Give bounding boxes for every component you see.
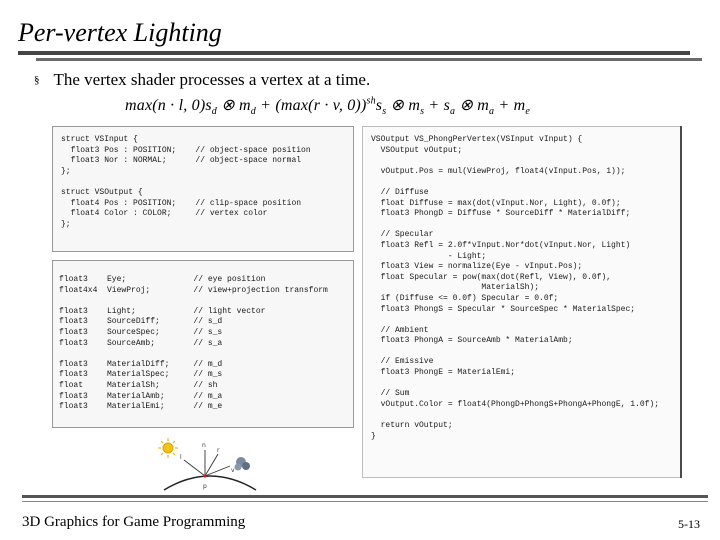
reflection-vector xyxy=(205,454,218,476)
code-line: // Sum xyxy=(371,389,410,399)
code-line: MaterialSh); xyxy=(371,283,540,293)
code-line: float4 Color : COLOR; // vertex color xyxy=(61,209,268,219)
code-line: VSOutput VS_PhongPerVertex(VSInput vInput) { xyxy=(371,135,583,144)
code-line xyxy=(371,156,681,167)
code-line: return vOutput; xyxy=(371,421,453,431)
formula-sh: sh xyxy=(366,95,376,107)
title-underline xyxy=(18,51,690,55)
code-line: float3 PhongS = Specular * SourceSpec * MaterialSpec; xyxy=(371,304,636,314)
code-line: float3 Refl = 2.0f*vInput.Nor*dot(vInput.Nor, Light) xyxy=(371,240,631,250)
sun-icon xyxy=(158,438,178,458)
label-p: p xyxy=(203,483,207,490)
code-block-structs xyxy=(52,126,354,252)
code-line: VSOutput vOutput; xyxy=(371,145,463,155)
code-line: float3 PhongE = MaterialEmi; xyxy=(371,368,516,378)
code-line xyxy=(59,349,353,360)
code-line: float3 MaterialAmb; // m_a xyxy=(59,391,223,401)
code-line: float3 View = normalize(Eye - vInput.Pos); xyxy=(371,262,583,272)
code-line xyxy=(371,315,681,326)
formula-m-d: $m_d$ xyxy=(239,97,256,118)
code-line: vOutput.Color = float4(PhongD+PhongS+PhongA+PhongE, 1.0f); xyxy=(371,399,660,409)
formula-s-d: $s_d$ xyxy=(205,97,217,118)
code-line: float MaterialSh; // sh xyxy=(59,380,218,390)
formula-specular-term: + (max(r · v, 0)) xyxy=(255,97,367,114)
code-line: float3 PhongD = Diffuse * SourceDiff * MaterialDiff; xyxy=(371,209,631,219)
phong-formula xyxy=(125,95,530,117)
code-line: // Emissive xyxy=(371,357,434,367)
code-line: float3 Pos : POSITION; // object-space position xyxy=(61,145,311,155)
code-block-shader-border xyxy=(680,126,682,478)
view-vector xyxy=(205,466,230,476)
code-line: float3 Eye; // eye position xyxy=(59,275,266,284)
code-line: // Specular xyxy=(371,230,434,240)
lighting-diagram xyxy=(150,436,270,496)
label-v: v xyxy=(231,467,235,474)
code-line xyxy=(371,177,681,188)
code-line xyxy=(371,379,681,390)
code-line: float3 SourceAmb; // s_a xyxy=(59,338,223,348)
code-line: float3 PhongA = SourceAmb * MaterialAmb; xyxy=(371,336,573,346)
eye-icon xyxy=(235,457,251,471)
code-block-globals xyxy=(52,260,354,428)
surface-point xyxy=(203,474,206,477)
light-vector xyxy=(184,460,205,476)
formula-op: ⊗ xyxy=(386,97,409,114)
code-line: // Ambient xyxy=(371,325,429,335)
bullet-item xyxy=(34,70,370,90)
code-line xyxy=(61,177,353,188)
code-line: float3 MaterialDiff; // m_d xyxy=(59,359,223,369)
code-line: float3 MaterialSpec; // m_s xyxy=(59,370,223,380)
label-l: l xyxy=(180,454,182,461)
code-line: float3 Nor : NORMAL; // object-space normal xyxy=(61,156,302,166)
formula-plus: + xyxy=(494,97,514,114)
code-line: }; xyxy=(61,219,71,229)
code-block-shader xyxy=(362,126,682,478)
code-line: struct VSInput { xyxy=(61,135,138,144)
code-line: float3 MaterialEmi; // m_e xyxy=(59,402,223,412)
footer-rule xyxy=(22,495,708,498)
code-line: // Diffuse xyxy=(371,187,429,197)
code-line: - Light; xyxy=(371,251,487,261)
code-line: float Specular = pow(max(dot(Refl, View), 0.0f), xyxy=(371,272,612,282)
label-r: r xyxy=(217,447,220,454)
code-line: float4x4 ViewProj; // view+projection transform xyxy=(59,285,328,295)
formula-s-s: $s_s$ xyxy=(375,97,387,118)
bullet-text: The vertex shader processes a vertex at a time. xyxy=(53,70,371,89)
code-line: float3 Light; // light vector xyxy=(59,306,266,316)
formula-op: ⊗ xyxy=(217,97,240,114)
footer-course-title: 3D Graphics for Game Programming xyxy=(22,514,246,530)
code-line: vOutput.Pos = mul(ViewProj, float4(vInput.Pos, 1)); xyxy=(371,166,626,176)
code-line: float Diffuse = max(dot(vInput.Nor, Light), 0.0f); xyxy=(371,198,621,208)
formula-diffuse-term: max(n · l, 0) xyxy=(125,97,206,114)
code-line: float3 SourceDiff; // s_d xyxy=(59,317,223,327)
code-line: }; xyxy=(61,166,71,176)
code-line xyxy=(371,410,681,421)
code-line xyxy=(371,220,681,231)
formula-m-e: $m_e$ xyxy=(513,97,531,118)
formula-s-a: $s_a$ xyxy=(443,97,456,118)
label-n: n xyxy=(202,442,206,449)
formula-op: ⊗ xyxy=(455,97,478,114)
formula-m-a: $m_a$ xyxy=(477,97,495,118)
code-line xyxy=(371,347,681,358)
code-line: float3 SourceSpec; // s_s xyxy=(59,327,223,337)
formula-plus: + xyxy=(424,97,444,114)
code-line: float4 Pos : POSITION; // clip-space position xyxy=(61,198,302,208)
footer-rule-secondary xyxy=(22,501,708,502)
slide-number: 5-13 xyxy=(678,517,700,531)
slide-title: Per-vertex Lighting xyxy=(18,18,222,47)
title-underline-secondary xyxy=(36,58,702,61)
code-line: if (Diffuse <= 0.0f) Specular = 0.0f; xyxy=(371,293,559,303)
bullet-icon: § xyxy=(34,74,40,86)
formula-m-s: $m_s$ xyxy=(408,97,425,118)
surface-curve xyxy=(164,476,256,490)
code-line: } xyxy=(371,431,376,441)
code-line xyxy=(59,296,353,307)
code-line: struct VSOutput { xyxy=(61,187,143,197)
